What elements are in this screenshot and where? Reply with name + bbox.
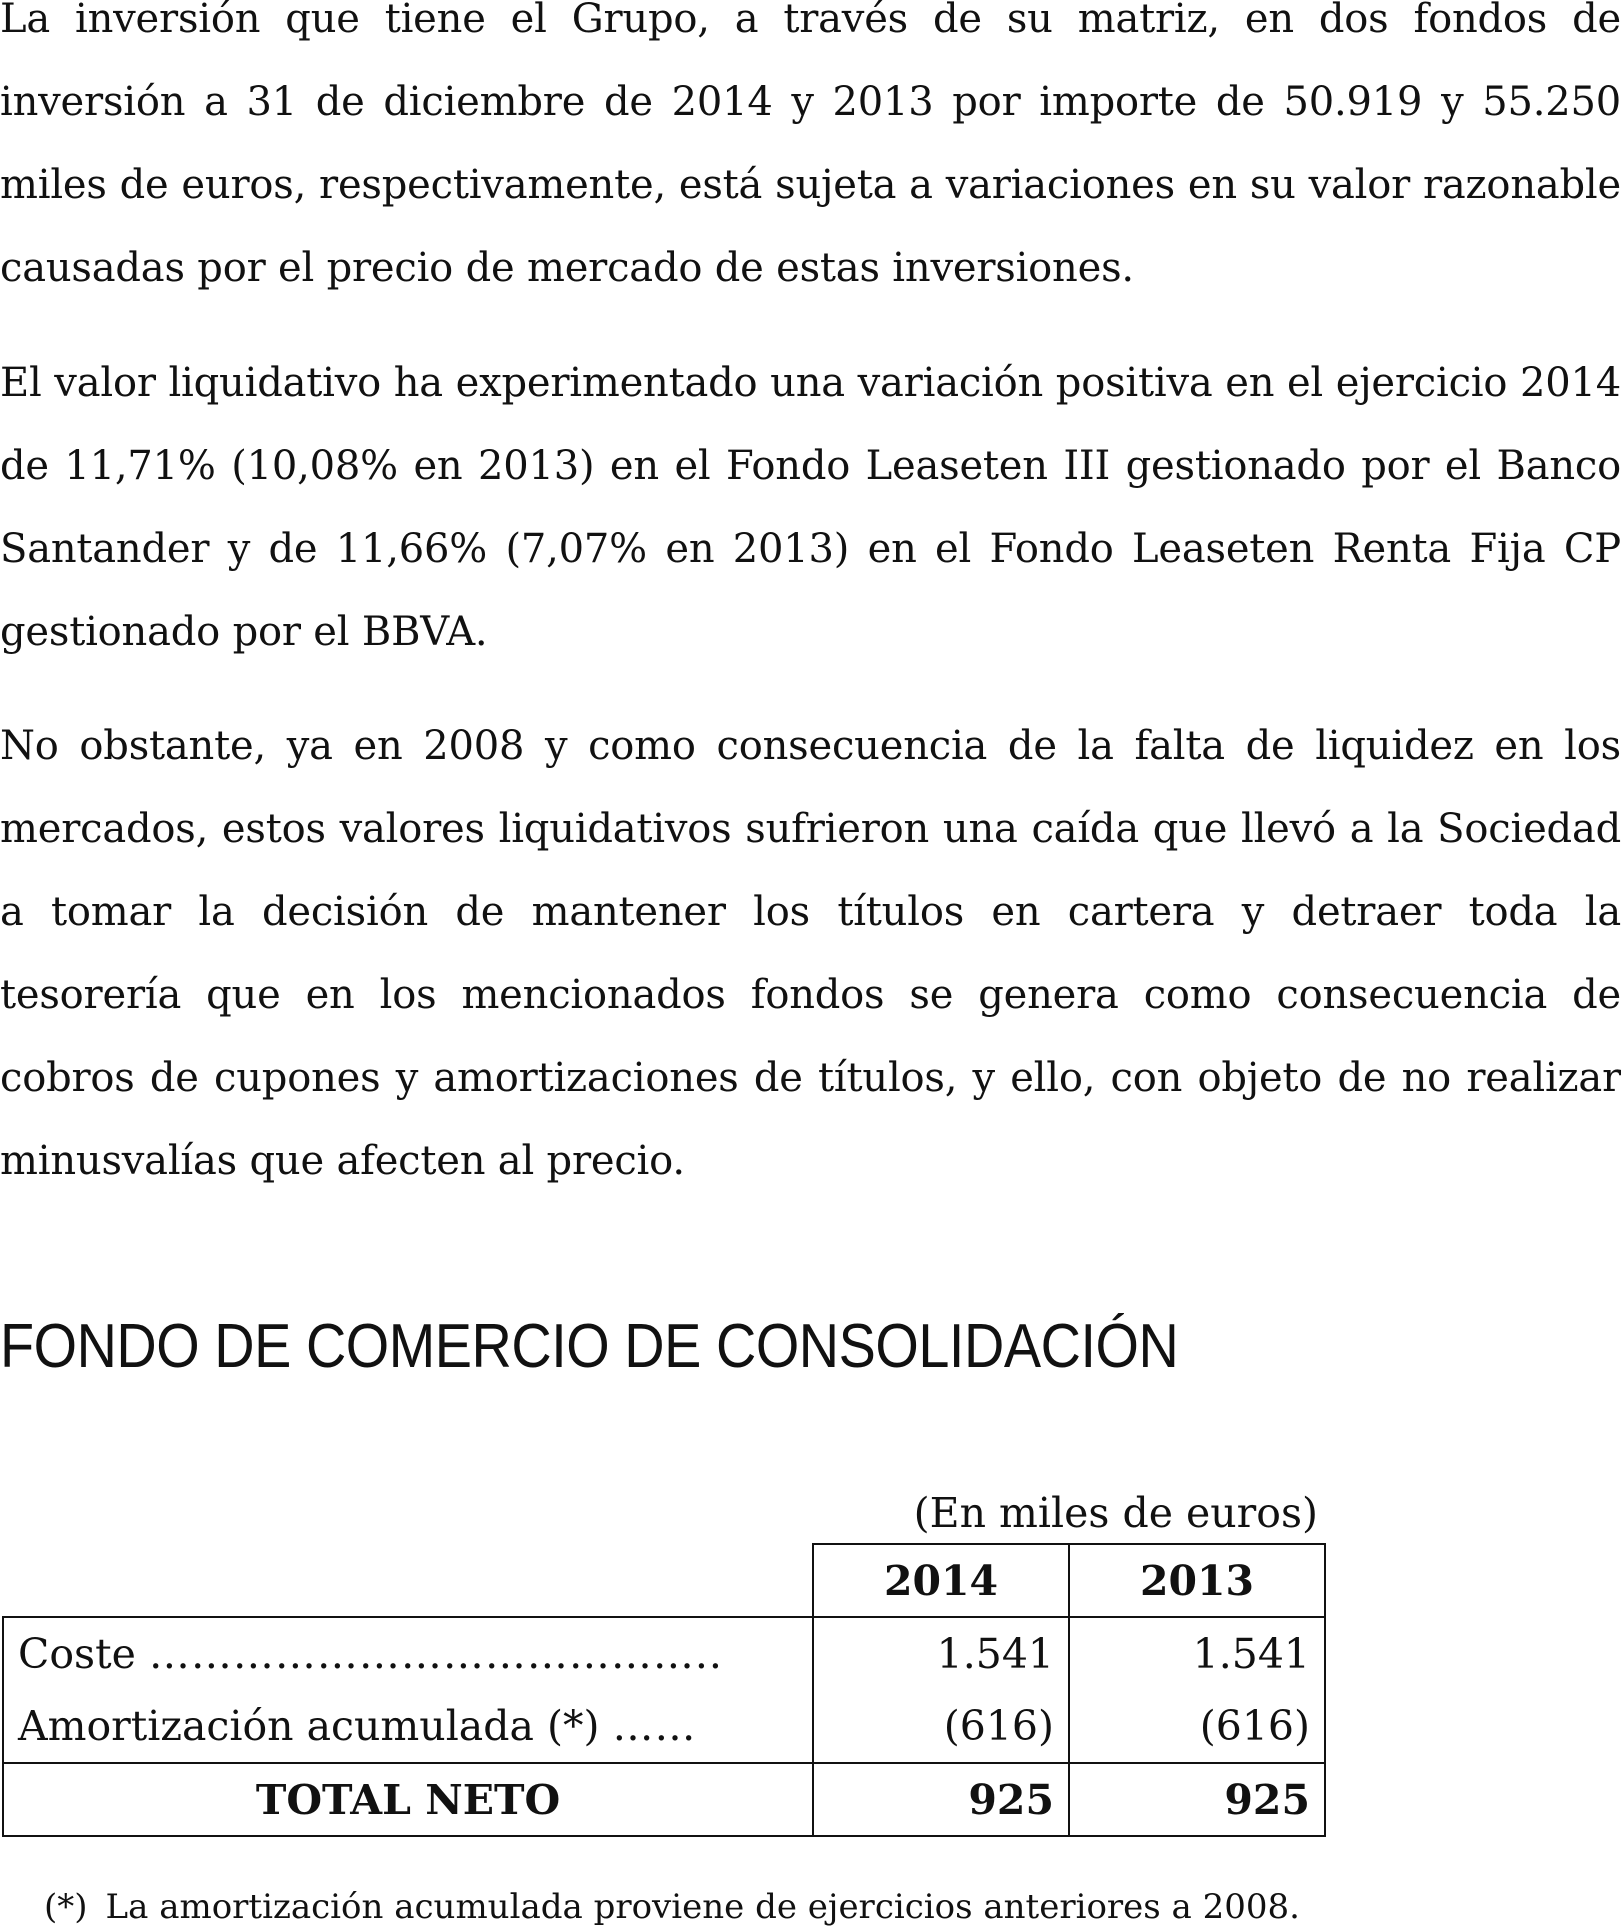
header-year-2014: 2014 xyxy=(813,1544,1069,1617)
table-header-row xyxy=(3,1544,1325,1617)
footnote-text: La amortización acumulada proviene de ejercicios anteriores a 2008. xyxy=(105,1887,1300,1927)
table-row-amortizacion xyxy=(3,1690,1325,1763)
table-row-coste xyxy=(3,1617,1325,1690)
value-2014: 1.541 xyxy=(813,1617,1069,1690)
value-2013: 1.541 xyxy=(1069,1617,1325,1690)
total-2014: 925 xyxy=(813,1763,1069,1836)
goodwill-table xyxy=(2,1543,1326,1837)
paragraph-investment: La inversión que tiene el Grupo, a través de su matriz, en dos fondos de inversión a 31 de diciembre de 2014 y 2013 por importe de 50.919 y 55.250 miles de euros, respectivamente, está sujeta a variaciones en su valor razonable causadas por el precio de mercado de estas inversiones. xyxy=(0,0,1621,291)
row-label: Amortización acumulada (*) xyxy=(18,1702,600,1750)
total-2013: 925 xyxy=(1069,1763,1325,1836)
value-2014: (616) xyxy=(813,1690,1069,1763)
dot-leader: ………………………………….. xyxy=(148,1630,723,1678)
table-row-total xyxy=(3,1763,1325,1836)
value-2013: (616) xyxy=(1069,1690,1325,1763)
header-empty-cell xyxy=(3,1544,813,1617)
row-label-cell xyxy=(3,1690,813,1763)
footnote xyxy=(44,1885,1300,1929)
paragraph-2008-decision: No obstante, ya en 2008 y como consecuencia de la falta de liquidez en los mercados, estos valores liquidativos sufrieron una caída que llevó a la Sociedad a tomar la decisión de mantener los títulos en cartera y detraer toda la tesorería que en los mencionados fondos se genera como consecuencia de cobros de cupones y amortizaciones de títulos, y ello, con objeto de no realizar minusvalías que afecten al precio. xyxy=(0,723,1621,1184)
footnote-mark: (*) xyxy=(44,1887,88,1927)
header-year-2013: 2013 xyxy=(1069,1544,1325,1617)
section-title: FONDO DE COMERCIO DE CONSOLIDACIÓN xyxy=(0,1312,1179,1381)
dot-leader: …… xyxy=(612,1702,697,1750)
total-label: TOTAL NETO xyxy=(3,1763,813,1836)
row-label: Coste xyxy=(18,1630,136,1678)
paragraph-liquidation-value: El valor liquidativo ha experimentado una variación positiva en el ejercicio 2014 de 11,71% (10,08% en 2013) en el Fondo Leaseten III gestionado por el Banco Santander y de 11,66% (7,07% en 2013) en el Fondo Leaseten Renta Fija CP gestionado por el BBVA. xyxy=(0,360,1621,655)
table-units-caption: (En miles de euros) xyxy=(913,1489,1318,1537)
row-label-cell xyxy=(3,1617,813,1690)
